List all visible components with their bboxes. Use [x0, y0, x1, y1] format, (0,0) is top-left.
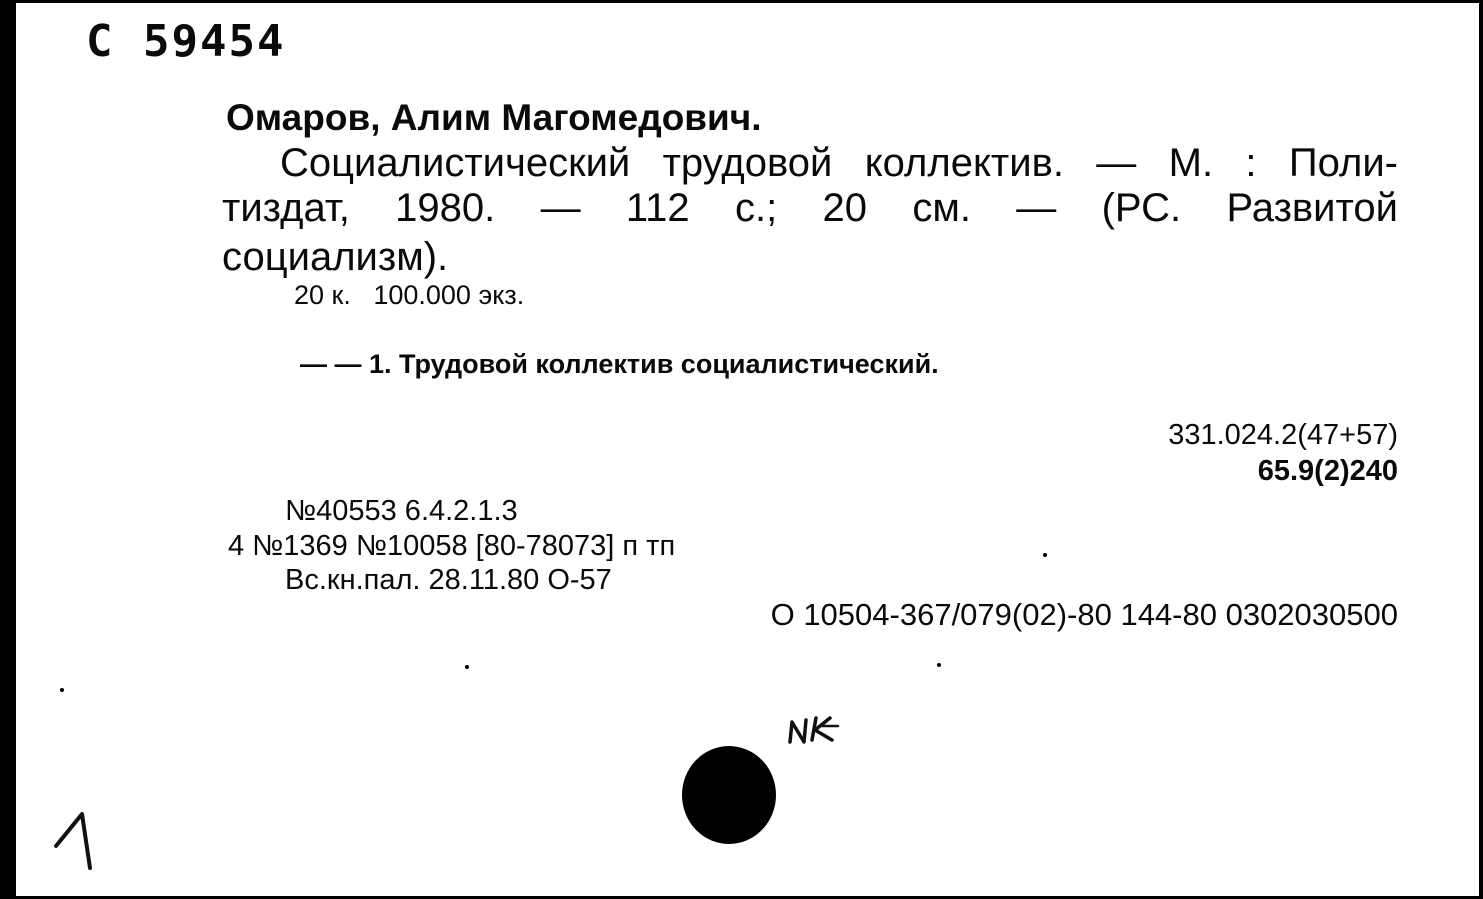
- technical-line-4: О 10504-367/079(02)-80 144-80 0302030500: [770, 597, 1398, 632]
- description-line-2: тиздат, 1980. — 112 с.; 20 см. — (РС. Развитой: [222, 186, 1398, 230]
- ink-speck: [937, 663, 941, 667]
- author-heading: Омаров, Алим Магомедович.: [226, 97, 762, 138]
- card-edge-right: [1479, 0, 1483, 899]
- handwritten-initials: [786, 712, 842, 746]
- card-edge-left: [0, 0, 16, 899]
- description-line-1: Социалистический трудовой коллектив. — М. : Поли-: [280, 141, 1398, 185]
- handwritten-corner-mark: [52, 808, 100, 872]
- ink-speck: [1043, 553, 1047, 557]
- card-edge-top: [16, 0, 1483, 3]
- technical-line-2: 4 №1369 №10058 [80-78073] п тп: [228, 530, 676, 562]
- punch-hole: [682, 746, 776, 844]
- udc-classification: 331.024.2(47+57): [1168, 419, 1398, 451]
- ink-speck: [465, 665, 469, 669]
- bbk-classification: 65.9(2)240: [1257, 455, 1398, 487]
- description-line-3: социализм).: [222, 235, 449, 279]
- technical-line-3: Вс.кн.пал. 28.11.80 О-57: [285, 564, 612, 596]
- subject-heading: — — 1. Трудовой коллектив социалистический.: [300, 349, 939, 379]
- technical-line-1: №40553 6.4.2.1.3: [285, 495, 518, 527]
- price-and-print-run: 20 к. 100.000 экз.: [294, 280, 525, 310]
- call-number: C 59454: [86, 16, 286, 67]
- ink-speck: [60, 688, 64, 692]
